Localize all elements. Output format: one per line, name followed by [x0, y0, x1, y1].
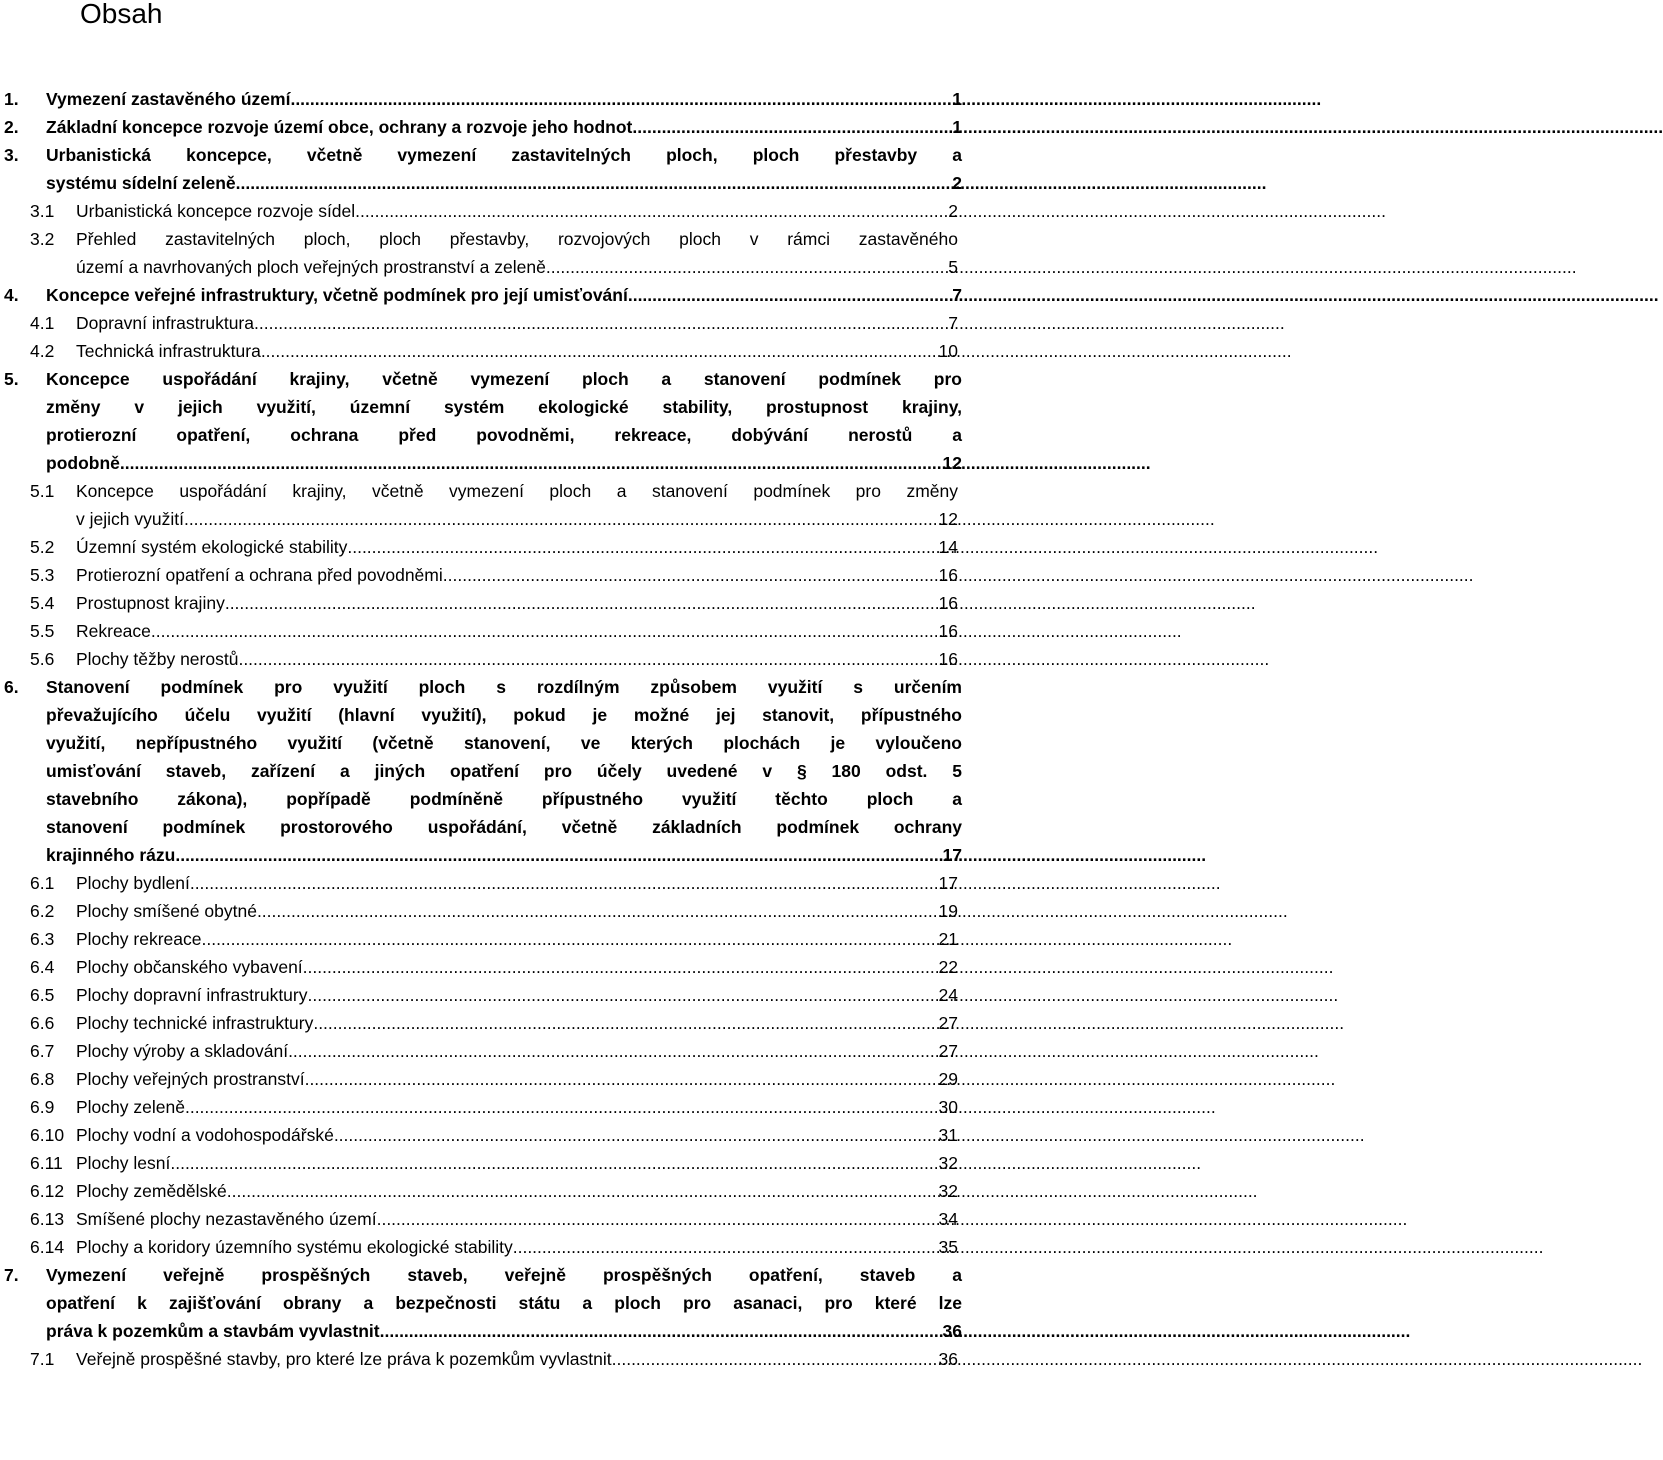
toc-entry-page-number: 31: [938, 1125, 958, 1145]
toc-entry-title: Plochy výroby a skladování: [76, 1041, 289, 1061]
toc-entry-page-number: 7: [948, 313, 958, 333]
toc-entry-number: 2.: [4, 117, 19, 137]
toc-entry-line: protierozní opatření, ochrana před povodněmi, rekreace, dobývání nerostů a: [46, 425, 962, 445]
toc-entry[interactable]: [4, 1121, 958, 1149]
toc-entry-page-number: 12: [942, 453, 962, 473]
toc-entry-page-number: 14: [938, 537, 958, 557]
toc-entry-number: 3.1: [30, 201, 55, 221]
toc-entry-title: Plochy bydlení: [76, 873, 190, 893]
toc-entry-page-number: 32: [938, 1153, 958, 1173]
toc-entry-line: Urbanistická koncepce, včetně vymezení zastavitelných ploch, ploch přestavby a: [46, 145, 962, 165]
toc-entry[interactable]: [4, 897, 958, 925]
toc-entry-title: Plochy smíšené obytné: [76, 901, 257, 921]
toc-entry-number: 7.1: [30, 1349, 55, 1369]
toc-entry-page-number: 36: [938, 1349, 958, 1369]
toc-entry[interactable]: [4, 869, 958, 897]
toc-entry-page-number: 21: [938, 929, 958, 949]
toc-entry[interactable]: [4, 1037, 958, 1065]
toc-entry-line: Koncepce uspořádání krajiny, včetně vymezení ploch a stanovení podmínek pro: [46, 369, 962, 389]
dot-leader: [170, 1149, 938, 1177]
dot-leader: [120, 449, 943, 477]
toc-entry-page-number: 7: [952, 285, 962, 305]
toc-entry-page-number: 16: [938, 649, 958, 669]
dot-leader: [334, 1121, 939, 1149]
toc-entry-number: 5.1: [30, 481, 55, 501]
toc-entry-page-number: 5: [948, 257, 958, 277]
toc-entry-title: systému sídelní zeleně: [46, 173, 236, 193]
toc-entry-page-number: 27: [938, 1013, 958, 1033]
toc-entry[interactable]: [4, 617, 958, 645]
dot-leader: [308, 981, 939, 1009]
toc-entry[interactable]: [4, 673, 962, 869]
dot-leader: [184, 505, 939, 533]
dot-leader: [355, 197, 948, 225]
toc-entry[interactable]: [4, 1205, 958, 1233]
dot-leader: [612, 1345, 939, 1373]
toc-entry-title: Plochy veřejných prostranství: [76, 1069, 305, 1089]
dot-leader: [305, 1065, 939, 1093]
dot-leader: [201, 925, 938, 953]
toc-entry[interactable]: [4, 925, 958, 953]
toc-entry[interactable]: [4, 365, 962, 477]
dot-leader: [303, 953, 939, 981]
toc-entry-number: 6.5: [30, 985, 55, 1005]
toc-entry-page-number: 16: [938, 621, 958, 641]
toc-entry-title: Plochy zeleně: [76, 1097, 185, 1117]
toc-entry[interactable]: [4, 533, 958, 561]
toc-entry-title: Urbanistická koncepce rozvoje sídel: [76, 201, 356, 221]
toc-entry-page-number: 17: [938, 873, 958, 893]
toc-entry[interactable]: [4, 113, 962, 141]
toc-entry[interactable]: [4, 337, 958, 365]
toc-entry-line: opatření k zajišťování obrany a bezpečnosti státu a ploch pro asanaci, pro které lze: [46, 1293, 962, 1313]
toc-entry[interactable]: [4, 309, 958, 337]
toc-entry-number: 6.2: [30, 901, 55, 921]
toc-entry-number: 3.: [4, 145, 19, 165]
toc-entry-title: Prostupnost krajiny: [76, 593, 225, 613]
toc-entry-page-number: 32: [938, 1181, 958, 1201]
toc-entry-line: změny v jejich využití, územní systém ekologické stability, prostupnost krajiny,: [46, 397, 962, 417]
toc-entry-number: 6.: [4, 677, 19, 697]
toc-entry-page-number: 22: [938, 957, 958, 977]
toc-entry[interactable]: [4, 1093, 958, 1121]
toc-entry-line: Stanovení podmínek pro využití ploch s rozdílným způsobem využití s určením: [46, 677, 962, 697]
toc-entry-number: 6.12: [30, 1181, 65, 1201]
toc-entry-line: umisťování staveb, zařízení a jiných opatření pro účely uvedené v § 180 odst. 5: [46, 761, 962, 781]
toc-entry-title: Plochy lesní: [76, 1153, 171, 1173]
toc-entry[interactable]: [4, 1345, 958, 1373]
toc-entry-number: 6.8: [30, 1069, 55, 1089]
toc-entry-title: Územní systém ekologické stability: [76, 537, 348, 557]
toc-entry-number: 6.10: [30, 1125, 65, 1145]
dot-leader: [313, 1009, 938, 1037]
dot-leader: [236, 169, 953, 197]
toc-entry-number: 1.: [4, 89, 19, 109]
toc-entry-title: Plochy dopravní infrastruktury: [76, 985, 308, 1005]
dot-leader: [380, 1317, 943, 1345]
toc-entry[interactable]: [4, 1233, 958, 1261]
toc-entry-number: 3.2: [30, 229, 55, 249]
toc-entry[interactable]: [4, 141, 962, 197]
toc-entry-title: Základní koncepce rozvoje území obce, ochrany a rozvoje jeho hodnot: [46, 117, 633, 137]
toc-entry-title: Plochy rekreace: [76, 929, 202, 949]
toc-entry-title: Smíšené plochy nezastavěného území: [76, 1209, 377, 1229]
toc-entry-number: 6.1: [30, 873, 55, 893]
toc-entry-page-number: 24: [938, 985, 958, 1005]
dot-leader: [175, 841, 942, 869]
dot-leader: [190, 869, 939, 897]
toc-entry-number: 6.14: [30, 1237, 65, 1257]
toc-entry-title: Protierozní opatření a ochrana před povodněmi: [76, 565, 443, 585]
toc-entry-line: Koncepce uspořádání krajiny, včetně vymezení ploch a stanovení podmínek pro změny: [76, 481, 958, 501]
toc-entry-page-number: 36: [942, 1321, 962, 1341]
toc-entry-line: Přehled zastavitelných ploch, ploch přestavby, rozvojových ploch v rámci zastavěného: [76, 229, 958, 249]
toc-entry-page-number: 10: [938, 341, 958, 361]
dot-leader: [225, 589, 939, 617]
toc-entry-page-number: 35: [938, 1237, 958, 1257]
toc-entry-page-number: 2: [948, 201, 958, 221]
toc-entry[interactable]: [4, 197, 958, 225]
toc-entry-title: Plochy občanského vybavení: [76, 957, 303, 977]
dot-leader: [513, 1233, 939, 1261]
toc-entry[interactable]: [4, 281, 962, 309]
toc-entry-page-number: 1: [952, 89, 962, 109]
toc-entry[interactable]: [4, 1009, 958, 1037]
toc-entry-title: území a navrhovaných ploch veřejných prostranství a zeleně: [76, 257, 546, 277]
dot-leader: [261, 337, 939, 365]
toc-entry[interactable]: [4, 1177, 958, 1205]
toc-entry-title: Plochy technické infrastruktury: [76, 1013, 314, 1033]
toc-entry-title: práva k pozemkům a stavbám vyvlastnit: [46, 1321, 380, 1341]
toc-entry[interactable]: [4, 85, 962, 113]
toc-entry-title: Plochy a koridory územního systému ekologické stability: [76, 1237, 513, 1257]
toc-entry[interactable]: [4, 1065, 958, 1093]
dot-leader: [628, 281, 952, 309]
dot-leader: [546, 253, 948, 281]
toc-entry-line: využití, nepřípustného využití (včetně stanovení, ve kterých plochách je vyloučeno: [46, 733, 962, 753]
dot-leader: [257, 897, 939, 925]
toc-entry-title: Rekreace: [76, 621, 151, 641]
toc-entry-number: 6.11: [30, 1153, 63, 1173]
toc-entry-number: 4.: [4, 285, 19, 305]
toc-entry[interactable]: [4, 1261, 962, 1345]
toc-entry-title: v jejich využití: [76, 509, 184, 529]
toc-entry[interactable]: [4, 953, 958, 981]
toc-entry-number: 6.7: [30, 1041, 55, 1061]
toc-entry-number: 4.2: [30, 341, 55, 361]
toc-entry-number: 6.13: [30, 1209, 65, 1229]
toc-entry-title: Plochy vodní a vodohospodářské: [76, 1125, 334, 1145]
toc-entry-number: 6.6: [30, 1013, 55, 1033]
toc-entry-page-number: 19: [938, 901, 958, 921]
toc-entry-title: Plochy těžby nerostů: [76, 649, 239, 669]
table-of-contents: [4, 85, 962, 1373]
toc-entry-number: 6.4: [30, 957, 55, 977]
toc-entry-title: Technická infrastruktura: [76, 341, 261, 361]
toc-entry-title: Vymezení zastavěného území: [46, 89, 291, 109]
dot-leader: [254, 309, 948, 337]
toc-entry-title: podobně: [46, 453, 120, 473]
dot-leader: [377, 1205, 939, 1233]
dot-leader: [443, 561, 939, 589]
toc-entry-page-number: 27: [938, 1041, 958, 1061]
toc-entry[interactable]: [4, 981, 958, 1009]
dot-leader: [288, 1037, 938, 1065]
toc-entry-page-number: 34: [938, 1209, 958, 1229]
toc-entry[interactable]: [4, 645, 958, 673]
toc-entry-page-number: 12: [938, 509, 958, 529]
toc-entry-number: 7.: [4, 1265, 19, 1285]
toc-entry-number: 5.2: [30, 537, 55, 557]
toc-entry[interactable]: [4, 1149, 958, 1177]
toc-entry-number: 5.: [4, 369, 19, 389]
toc-entry-title: Plochy zemědělské: [76, 1181, 227, 1201]
dot-leader: [347, 533, 938, 561]
toc-entry-page-number: 16: [938, 593, 958, 613]
toc-entry[interactable]: [4, 589, 958, 617]
toc-entry-line: převažujícího účelu využití (hlavní využití), pokud je možné jej stanovit, přípustného: [46, 705, 962, 725]
toc-entry-number: 5.6: [30, 649, 55, 669]
toc-entry-page-number: 16: [938, 565, 958, 585]
dot-leader: [151, 617, 939, 645]
toc-entry-page-number: 30: [938, 1097, 958, 1117]
toc-entry-number: 5.5: [30, 621, 55, 641]
page-title: Obsah: [80, 0, 163, 29]
toc-entry[interactable]: [4, 225, 958, 281]
toc-entry-title: krajinného rázu: [46, 845, 176, 865]
toc-entry-line: Vymezení veřejně prospěšných staveb, veřejně prospěšných opatření, staveb a: [46, 1265, 962, 1285]
toc-entry-number: 5.4: [30, 593, 55, 613]
dot-leader: [632, 113, 952, 141]
toc-entry-title: Koncepce veřejné infrastruktury, včetně podmínek pro její umisťování: [46, 285, 628, 305]
dot-leader: [290, 85, 952, 113]
dot-leader: [227, 1177, 939, 1205]
toc-entry-page-number: 17: [942, 845, 962, 865]
dot-leader: [238, 645, 938, 673]
toc-entry-number: 6.3: [30, 929, 55, 949]
toc-entry-page-number: 2: [952, 173, 962, 193]
toc-entry-number: 6.9: [30, 1097, 55, 1117]
toc-entry-line: stanovení podmínek prostorového uspořádání, včetně základních podmínek ochrany: [46, 817, 962, 837]
toc-entry-title: Dopravní infrastruktura: [76, 313, 254, 333]
toc-entry-line: stavebního zákona), popřípadě podmíněně přípustného využití těchto ploch a: [46, 789, 962, 809]
toc-entry-page-number: 29: [938, 1069, 958, 1089]
toc-entry-number: 5.3: [30, 565, 55, 585]
dot-leader: [185, 1093, 939, 1121]
toc-entry[interactable]: [4, 477, 958, 533]
toc-entry[interactable]: [4, 561, 958, 589]
toc-entry-number: 4.1: [30, 313, 55, 333]
toc-entry-title: Veřejně prospěšné stavby, pro které lze práva k pozemkům vyvlastnit: [76, 1349, 612, 1369]
toc-entry-page-number: 1: [952, 117, 962, 137]
